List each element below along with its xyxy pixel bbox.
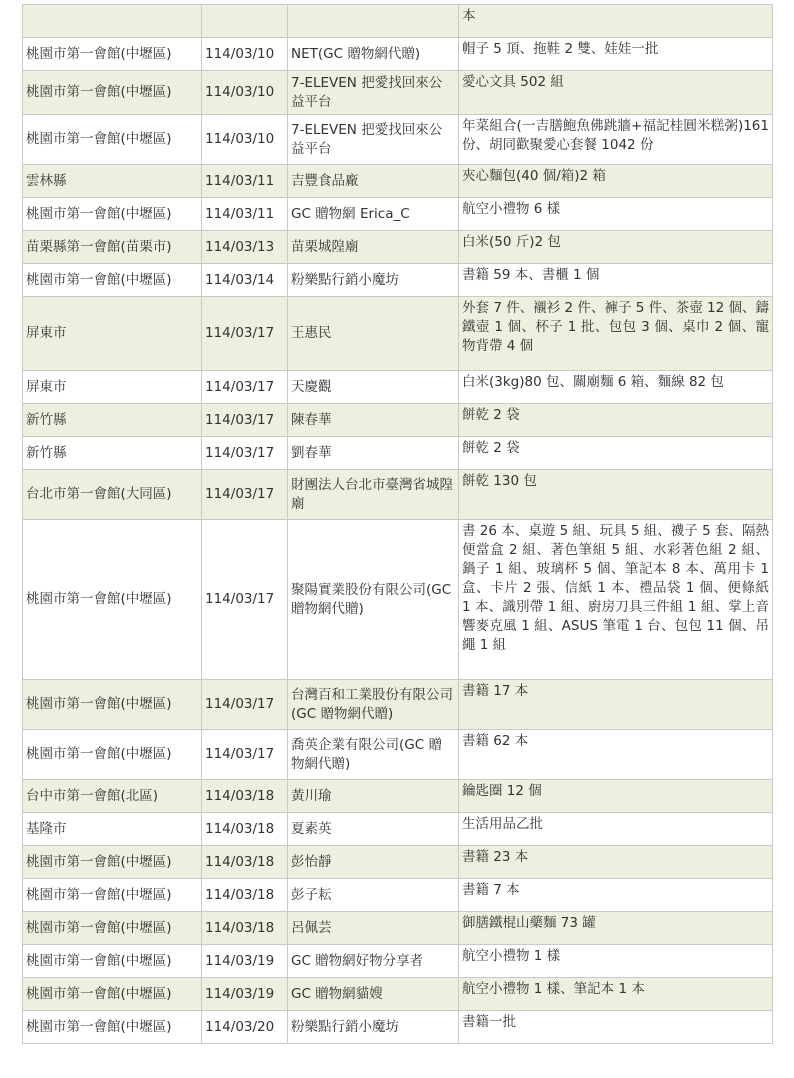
region-cell: 桃園市第一會館(中壢區) — [23, 38, 202, 71]
donor-cell: 7-ELEVEN 把愛找回來公益平台 — [288, 71, 459, 115]
table-row — [23, 404, 773, 437]
region-cell: 桃園市第一會館(中壢區) — [23, 71, 202, 115]
region-cell: 雲林縣 — [23, 165, 202, 198]
table-row — [23, 813, 773, 846]
date-cell: 114/03/17 — [202, 470, 288, 520]
item-cell: 書籍 62 本 — [459, 730, 773, 780]
donor-cell: 聚陽實業股份有限公司(GC 贈物網代贈) — [288, 520, 459, 680]
item-cell: 航空小禮物 6 樣 — [459, 198, 773, 231]
region-cell: 新竹縣 — [23, 404, 202, 437]
table-row — [23, 520, 773, 680]
date-cell: 114/03/18 — [202, 813, 288, 846]
date-cell: 114/03/18 — [202, 846, 288, 879]
donor-cell: GC 贈物網 Erica_C — [288, 198, 459, 231]
item-cell: 鑰匙圈 12 個 — [459, 780, 773, 813]
table-row — [23, 71, 773, 115]
donor-cell: 粉樂點行銷小魔坊 — [288, 1011, 459, 1044]
item-cell: 愛心文具 502 組 — [459, 71, 773, 115]
region-cell: 桃園市第一會館(中壢區) — [23, 978, 202, 1011]
donation-table — [22, 4, 773, 1044]
region-cell: 桃園市第一會館(中壢區) — [23, 912, 202, 945]
item-cell: 年菜組合(一吉膳鮑魚佛跳牆+福記桂圓米糕粥)161 份、胡同歡聚愛心套餐 1042 份 — [459, 115, 773, 165]
date-cell: 114/03/17 — [202, 680, 288, 730]
date-cell: 114/03/18 — [202, 912, 288, 945]
item-cell: 餅乾 2 袋 — [459, 404, 773, 437]
item-cell: 餅乾 2 袋 — [459, 437, 773, 470]
donor-cell: 喬英企業有限公司(GC 贈物網代贈) — [288, 730, 459, 780]
date-cell: 114/03/14 — [202, 264, 288, 297]
region-cell: 苗栗縣第一會館(苗栗市) — [23, 231, 202, 264]
date-cell: 114/03/17 — [202, 404, 288, 437]
table-row — [23, 165, 773, 198]
donor-cell: 苗栗城隍廟 — [288, 231, 459, 264]
item-cell: 帽子 5 頂、拖鞋 2 雙、娃娃一批 — [459, 38, 773, 71]
region-cell: 桃園市第一會館(中壢區) — [23, 879, 202, 912]
table-row — [23, 680, 773, 730]
region-cell: 桃園市第一會館(中壢區) — [23, 520, 202, 680]
date-cell: 114/03/17 — [202, 730, 288, 780]
donor-cell — [288, 5, 459, 38]
donor-cell: 彭子耘 — [288, 879, 459, 912]
donor-cell: 粉樂點行銷小魔坊 — [288, 264, 459, 297]
table-row — [23, 198, 773, 231]
date-cell: 114/03/17 — [202, 437, 288, 470]
donor-cell: 彭怡靜 — [288, 846, 459, 879]
item-cell: 航空小禮物 1 樣、筆記本 1 本 — [459, 978, 773, 1011]
donor-cell: 陳春華 — [288, 404, 459, 437]
item-cell: 白米(3kg)80 包、關廟麵 6 箱、麵線 82 包 — [459, 371, 773, 404]
item-cell: 餅乾 130 包 — [459, 470, 773, 520]
item-cell: 書籍 7 本 — [459, 879, 773, 912]
date-cell: 114/03/11 — [202, 198, 288, 231]
region-cell: 桃園市第一會館(中壢區) — [23, 680, 202, 730]
table-row — [23, 297, 773, 371]
date-cell: 114/03/13 — [202, 231, 288, 264]
table-row — [23, 437, 773, 470]
table-row — [23, 115, 773, 165]
table-row — [23, 1011, 773, 1044]
region-cell: 屏東市 — [23, 297, 202, 371]
table-row — [23, 945, 773, 978]
date-cell: 114/03/11 — [202, 165, 288, 198]
date-cell: 114/03/18 — [202, 780, 288, 813]
date-cell: 114/03/17 — [202, 297, 288, 371]
donation-list-sheet — [22, 4, 772, 1044]
item-cell: 書籍 59 本、書櫃 1 個 — [459, 264, 773, 297]
item-cell: 本 — [459, 5, 773, 38]
table-row — [23, 371, 773, 404]
date-cell — [202, 5, 288, 38]
table-row — [23, 264, 773, 297]
donor-cell: NET(GC 贈物網代贈) — [288, 38, 459, 71]
item-cell: 書 26 本、桌遊 5 組、玩具 5 組、襪子 5 套、隔熱便當盒 2 組、著色筆組 5 組、水彩著色組 2 組、鍋子 1 組、玻璃杯 5 個、筆記本 8 本、萬用卡 1 盒、卡片 2 張、信紙 1 本、禮品袋 1 個、便條紙 1 本、識別帶 1 組、廚房刀具三件組 1 組、掌上音響麥克風 1 組、ASUS 筆電 1 台、包包 11 個、吊繩 1 組 — [459, 520, 773, 680]
date-cell: 114/03/17 — [202, 520, 288, 680]
region-cell: 桃園市第一會館(中壢區) — [23, 846, 202, 879]
region-cell: 桃園市第一會館(中壢區) — [23, 115, 202, 165]
region-cell: 台北市第一會館(大同區) — [23, 470, 202, 520]
region-cell: 基隆市 — [23, 813, 202, 846]
table-row — [23, 846, 773, 879]
date-cell: 114/03/10 — [202, 115, 288, 165]
donor-cell: 夏素英 — [288, 813, 459, 846]
date-cell: 114/03/10 — [202, 71, 288, 115]
donation-table-body — [23, 5, 773, 1044]
item-cell: 書籍 23 本 — [459, 846, 773, 879]
table-row — [23, 780, 773, 813]
region-cell: 台中市第一會館(北區) — [23, 780, 202, 813]
date-cell: 114/03/20 — [202, 1011, 288, 1044]
table-row — [23, 5, 773, 38]
item-cell: 御膳鐵棍山藥麵 73 罐 — [459, 912, 773, 945]
table-row — [23, 978, 773, 1011]
date-cell: 114/03/19 — [202, 978, 288, 1011]
donor-cell: 王惠民 — [288, 297, 459, 371]
table-row — [23, 231, 773, 264]
table-row — [23, 879, 773, 912]
item-cell: 航空小禮物 1 樣 — [459, 945, 773, 978]
donor-cell: 吉豐食品廠 — [288, 165, 459, 198]
region-cell: 桃園市第一會館(中壢區) — [23, 264, 202, 297]
donor-cell: 劉春華 — [288, 437, 459, 470]
donor-cell: 呂佩芸 — [288, 912, 459, 945]
donor-cell: GC 贈物網好物分享者 — [288, 945, 459, 978]
region-cell: 屏東市 — [23, 371, 202, 404]
donor-cell: 財團法人台北市臺灣省城隍廟 — [288, 470, 459, 520]
donor-cell: GC 贈物網貓嫂 — [288, 978, 459, 1011]
item-cell: 夾心麵包(40 個/箱)2 箱 — [459, 165, 773, 198]
region-cell: 桃園市第一會館(中壢區) — [23, 945, 202, 978]
region-cell: 桃園市第一會館(中壢區) — [23, 198, 202, 231]
item-cell: 白米(50 斤)2 包 — [459, 231, 773, 264]
region-cell: 桃園市第一會館(中壢區) — [23, 730, 202, 780]
region-cell — [23, 5, 202, 38]
item-cell: 外套 7 件、襯衫 2 件、褲子 5 件、茶壺 12 個、鑄鐵壺 1 個、杯子 1 批、包包 3 個、桌巾 2 個、寵物背帶 4 個 — [459, 297, 773, 371]
table-row — [23, 912, 773, 945]
item-cell: 書籍一批 — [459, 1011, 773, 1044]
table-row — [23, 730, 773, 780]
region-cell: 新竹縣 — [23, 437, 202, 470]
date-cell: 114/03/18 — [202, 879, 288, 912]
date-cell: 114/03/10 — [202, 38, 288, 71]
table-row — [23, 38, 773, 71]
date-cell: 114/03/17 — [202, 371, 288, 404]
region-cell: 桃園市第一會館(中壢區) — [23, 1011, 202, 1044]
donor-cell: 台灣百和工業股份有限公司(GC 贈物網代贈) — [288, 680, 459, 730]
date-cell: 114/03/19 — [202, 945, 288, 978]
donor-cell: 7-ELEVEN 把愛找回來公益平台 — [288, 115, 459, 165]
donor-cell: 天慶觀 — [288, 371, 459, 404]
table-row — [23, 470, 773, 520]
donor-cell: 黃川瑜 — [288, 780, 459, 813]
item-cell: 生活用品乙批 — [459, 813, 773, 846]
item-cell: 書籍 17 本 — [459, 680, 773, 730]
